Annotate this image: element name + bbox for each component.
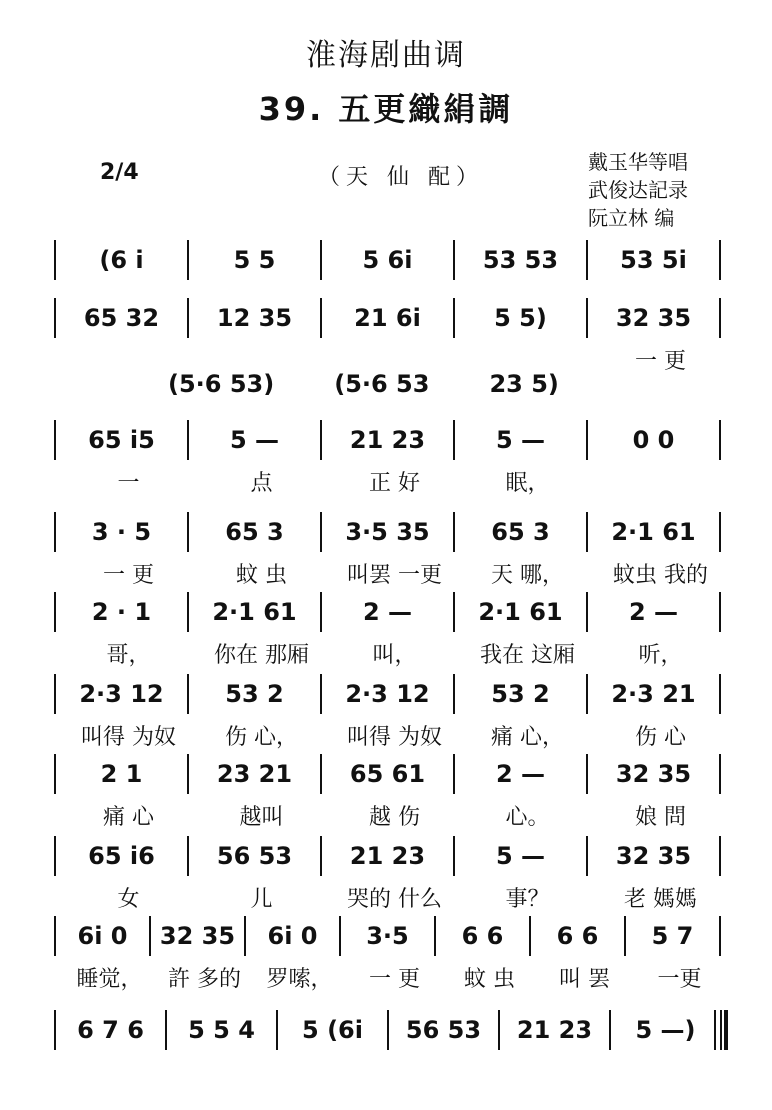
lyric-row — [48, 882, 728, 912]
lyric-row — [48, 558, 728, 588]
bar-line — [719, 754, 721, 794]
bar-line — [54, 1010, 56, 1050]
measure-notes: 2 — — [628, 598, 679, 626]
bar-line — [187, 592, 189, 632]
measure-notes: 21 23 — [349, 842, 426, 870]
measure-notes: 0 0 — [632, 426, 675, 454]
measure-lyrics: 一更 — [657, 966, 702, 992]
measure-lyrics: 一 — [117, 470, 140, 496]
measure-lyrics: 一 更 — [635, 348, 686, 374]
note-row — [48, 514, 728, 550]
bar-line — [320, 754, 322, 794]
bar-line — [719, 916, 721, 956]
measure-notes: 3·5 35 — [345, 518, 430, 546]
measure-notes: 3 · 5 — [91, 518, 152, 546]
measure-notes: 2·3 12 — [345, 680, 430, 708]
measure-lyrics: 許 多的 — [168, 966, 241, 992]
bar-line — [320, 592, 322, 632]
measure-lyrics: 眠， — [505, 470, 550, 496]
bar-line — [187, 754, 189, 794]
measure-lyrics: 哭的 什么 — [347, 886, 442, 912]
measure-notes: 53 2 — [225, 680, 284, 708]
measure-notes: 2 — — [495, 760, 546, 788]
measure-lyrics: 罗嗦， — [266, 966, 333, 992]
note-row — [48, 756, 728, 792]
bar-line — [54, 420, 56, 460]
measure-lyrics: 哥， — [106, 642, 151, 668]
measure-lyrics: 伤 心， — [225, 724, 298, 750]
note-row — [48, 838, 728, 874]
bar-line — [54, 916, 56, 956]
measure-notes: 21 6i — [354, 304, 421, 332]
note-row — [48, 242, 728, 278]
measure-lyrics: 蚊虫 我的 — [613, 562, 708, 588]
bar-line — [586, 592, 588, 632]
measure-lyrics: 老 媽媽 — [624, 886, 697, 912]
measure-lyrics: 一 更 — [369, 966, 420, 992]
measure-lyrics: 儿 — [250, 886, 273, 912]
bar-line — [54, 836, 56, 876]
measure-lyrics: 女 — [117, 886, 140, 912]
bar-line — [187, 420, 189, 460]
measure-notes: 6 6 — [461, 922, 504, 950]
measure-notes: 6 7 6 — [77, 1016, 144, 1044]
measure-lyrics: 娘 問 — [635, 804, 686, 830]
measure-notes: 2·3 12 — [79, 680, 164, 708]
lyric-row — [48, 962, 728, 992]
measure-lyrics: 叫得 为奴 — [347, 724, 442, 750]
measure-notes: 56 53 — [405, 1016, 482, 1044]
bar-line — [320, 298, 322, 338]
measure-notes: 53 2 — [491, 680, 550, 708]
measure-notes: 2 · 1 — [91, 598, 152, 626]
bar-line — [54, 754, 56, 794]
measure-notes: 3·5 — [366, 922, 409, 950]
bar-line — [719, 592, 721, 632]
bar-line — [719, 298, 721, 338]
bar-line — [434, 916, 436, 956]
measure-notes: 32 35 — [159, 922, 236, 950]
measure-lyrics: 越叫 — [239, 804, 284, 830]
bar-line — [453, 240, 455, 280]
lyric-row — [48, 1056, 728, 1086]
bar-line — [719, 836, 721, 876]
bar-line — [54, 592, 56, 632]
tune-name: （天 仙 配） — [318, 165, 484, 190]
measure-lyrics: 天 哪， — [491, 562, 564, 588]
bar-line — [187, 298, 189, 338]
measure-notes: 5 5 4 — [188, 1016, 255, 1044]
measure-lyrics: 一 更 — [103, 562, 154, 588]
measure-lyrics: 痛 心， — [491, 724, 564, 750]
measure-notes: 2 — — [362, 598, 413, 626]
bar-line — [320, 674, 322, 714]
measure-notes: 5 — — [229, 426, 280, 454]
measure-notes: 65 i5 — [88, 426, 155, 454]
measure-lyrics: 听， — [638, 642, 683, 668]
measure-notes: 65 32 — [83, 304, 160, 332]
measure-notes: 65 i6 — [88, 842, 155, 870]
bar-line — [54, 674, 56, 714]
bar-line — [276, 1010, 278, 1050]
note-row — [48, 300, 728, 336]
measure-notes: 6i 0 — [77, 922, 128, 950]
page-title: 淮海剧曲调 — [306, 38, 466, 73]
measure-notes: 2·1 61 — [212, 598, 297, 626]
measure-lyrics: 叫 罢 — [559, 966, 610, 992]
bar-line — [165, 1010, 167, 1050]
upper-note-group: (5·6 53) — [168, 370, 275, 398]
bar-line — [586, 298, 588, 338]
bar-line — [149, 916, 151, 956]
bar-line — [719, 240, 721, 280]
bar-line — [339, 916, 341, 956]
bar-line — [320, 836, 322, 876]
measure-notes: 5 7 — [651, 922, 694, 950]
measure-notes: 32 35 — [615, 842, 692, 870]
measure-notes: 56 53 — [216, 842, 293, 870]
note-row — [48, 918, 728, 954]
measure-notes: 5 — — [495, 426, 546, 454]
bar-line — [453, 592, 455, 632]
note-row — [48, 594, 728, 630]
measure-lyrics: 蚊 虫 — [236, 562, 287, 588]
bar-line — [453, 420, 455, 460]
credits-block — [588, 148, 688, 232]
bar-line — [453, 512, 455, 552]
upper-note-group: 23 5) — [489, 370, 559, 398]
bar-line — [586, 836, 588, 876]
lyric-row — [48, 638, 728, 668]
measure-lyrics: 事？ — [505, 886, 550, 912]
credit-editor: 阮立林 编 — [588, 206, 675, 230]
bar-line — [187, 836, 189, 876]
song-title: 39. 五更織絹調 — [258, 90, 514, 128]
bar-line — [387, 1010, 389, 1050]
bar-line — [529, 916, 531, 956]
bar-line — [453, 836, 455, 876]
measure-notes: 6i 0 — [267, 922, 318, 950]
measure-lyrics: 点 — [250, 470, 273, 496]
measure-lyrics: 心。 — [505, 804, 550, 830]
bar-line — [586, 240, 588, 280]
measure-lyrics: 蚊 虫 — [464, 966, 515, 992]
bar-line — [586, 674, 588, 714]
measure-notes: 6 6 — [556, 922, 599, 950]
measure-notes: 2·3 21 — [611, 680, 696, 708]
measure-notes: 53 53 — [482, 246, 559, 274]
credit-recorder: 武俊达記录 — [588, 178, 688, 202]
measure-notes: 32 35 — [615, 304, 692, 332]
measure-notes: 53 5i — [620, 246, 687, 274]
measure-notes: (6 i — [99, 246, 144, 274]
measure-notes: 32 35 — [615, 760, 692, 788]
bar-line — [54, 298, 56, 338]
credit-singer: 戴玉华等唱 — [588, 150, 688, 174]
bar-line — [244, 916, 246, 956]
measure-notes: 23 21 — [216, 760, 293, 788]
bar-line — [719, 420, 721, 460]
bar-line — [719, 512, 721, 552]
bar-line — [187, 674, 189, 714]
bar-line — [187, 512, 189, 552]
measure-lyrics: 伤 心 — [635, 724, 686, 750]
bar-line — [453, 754, 455, 794]
measure-notes: 12 35 — [216, 304, 293, 332]
measure-notes: 5 5) — [494, 304, 547, 332]
measure-notes: 5 — — [495, 842, 546, 870]
measure-notes: 5 (6i — [302, 1016, 363, 1044]
measure-notes: 65 3 — [491, 518, 550, 546]
note-row — [48, 422, 728, 458]
upper-note-group: (5·6 53 — [334, 370, 430, 398]
time-signature: 2/4 — [100, 160, 139, 185]
measure-notes: 21 23 — [349, 426, 426, 454]
bar-line — [54, 240, 56, 280]
bar-line — [320, 512, 322, 552]
bar-line — [609, 1010, 611, 1050]
lyric-row — [48, 800, 728, 830]
measure-lyrics: 我在 这厢 — [480, 642, 575, 668]
bar-line — [498, 1010, 500, 1050]
bar-line — [624, 916, 626, 956]
measure-lyrics: 叫罢 一更 — [347, 562, 442, 588]
bar-line — [54, 512, 56, 552]
bar-line — [586, 420, 588, 460]
measure-lyrics: 正 好 — [369, 470, 420, 496]
measure-notes: 5 6i — [362, 246, 413, 274]
bar-line — [586, 754, 588, 794]
measure-notes: 65 3 — [225, 518, 284, 546]
measure-notes: 21 23 — [516, 1016, 593, 1044]
measure-notes: 5 —) — [635, 1016, 696, 1044]
measure-notes: 2 1 — [100, 760, 143, 788]
bar-line — [586, 512, 588, 552]
measure-lyrics: 睡觉， — [76, 966, 143, 992]
measure-notes: 2·1 61 — [478, 598, 563, 626]
measure-notes: 5 5 — [233, 246, 276, 274]
bar-line — [320, 240, 322, 280]
measure-lyrics: 叫， — [372, 642, 417, 668]
note-row — [48, 676, 728, 712]
bar-line — [453, 674, 455, 714]
lyric-row — [48, 720, 728, 750]
measure-notes: 2·1 61 — [611, 518, 696, 546]
final-bar-line — [714, 1010, 728, 1050]
bar-line — [453, 298, 455, 338]
bar-line — [187, 240, 189, 280]
measure-lyrics: 越 伤 — [369, 804, 420, 830]
measure-notes: 65 61 — [349, 760, 426, 788]
bar-line — [320, 420, 322, 460]
measure-lyrics: 叫得 为奴 — [81, 724, 176, 750]
note-row — [48, 1012, 728, 1048]
bar-line — [719, 674, 721, 714]
lyric-row — [48, 466, 728, 496]
measure-lyrics: 你在 那厢 — [214, 642, 309, 668]
upper-voice — [168, 370, 559, 398]
measure-lyrics: 痛 心 — [103, 804, 154, 830]
